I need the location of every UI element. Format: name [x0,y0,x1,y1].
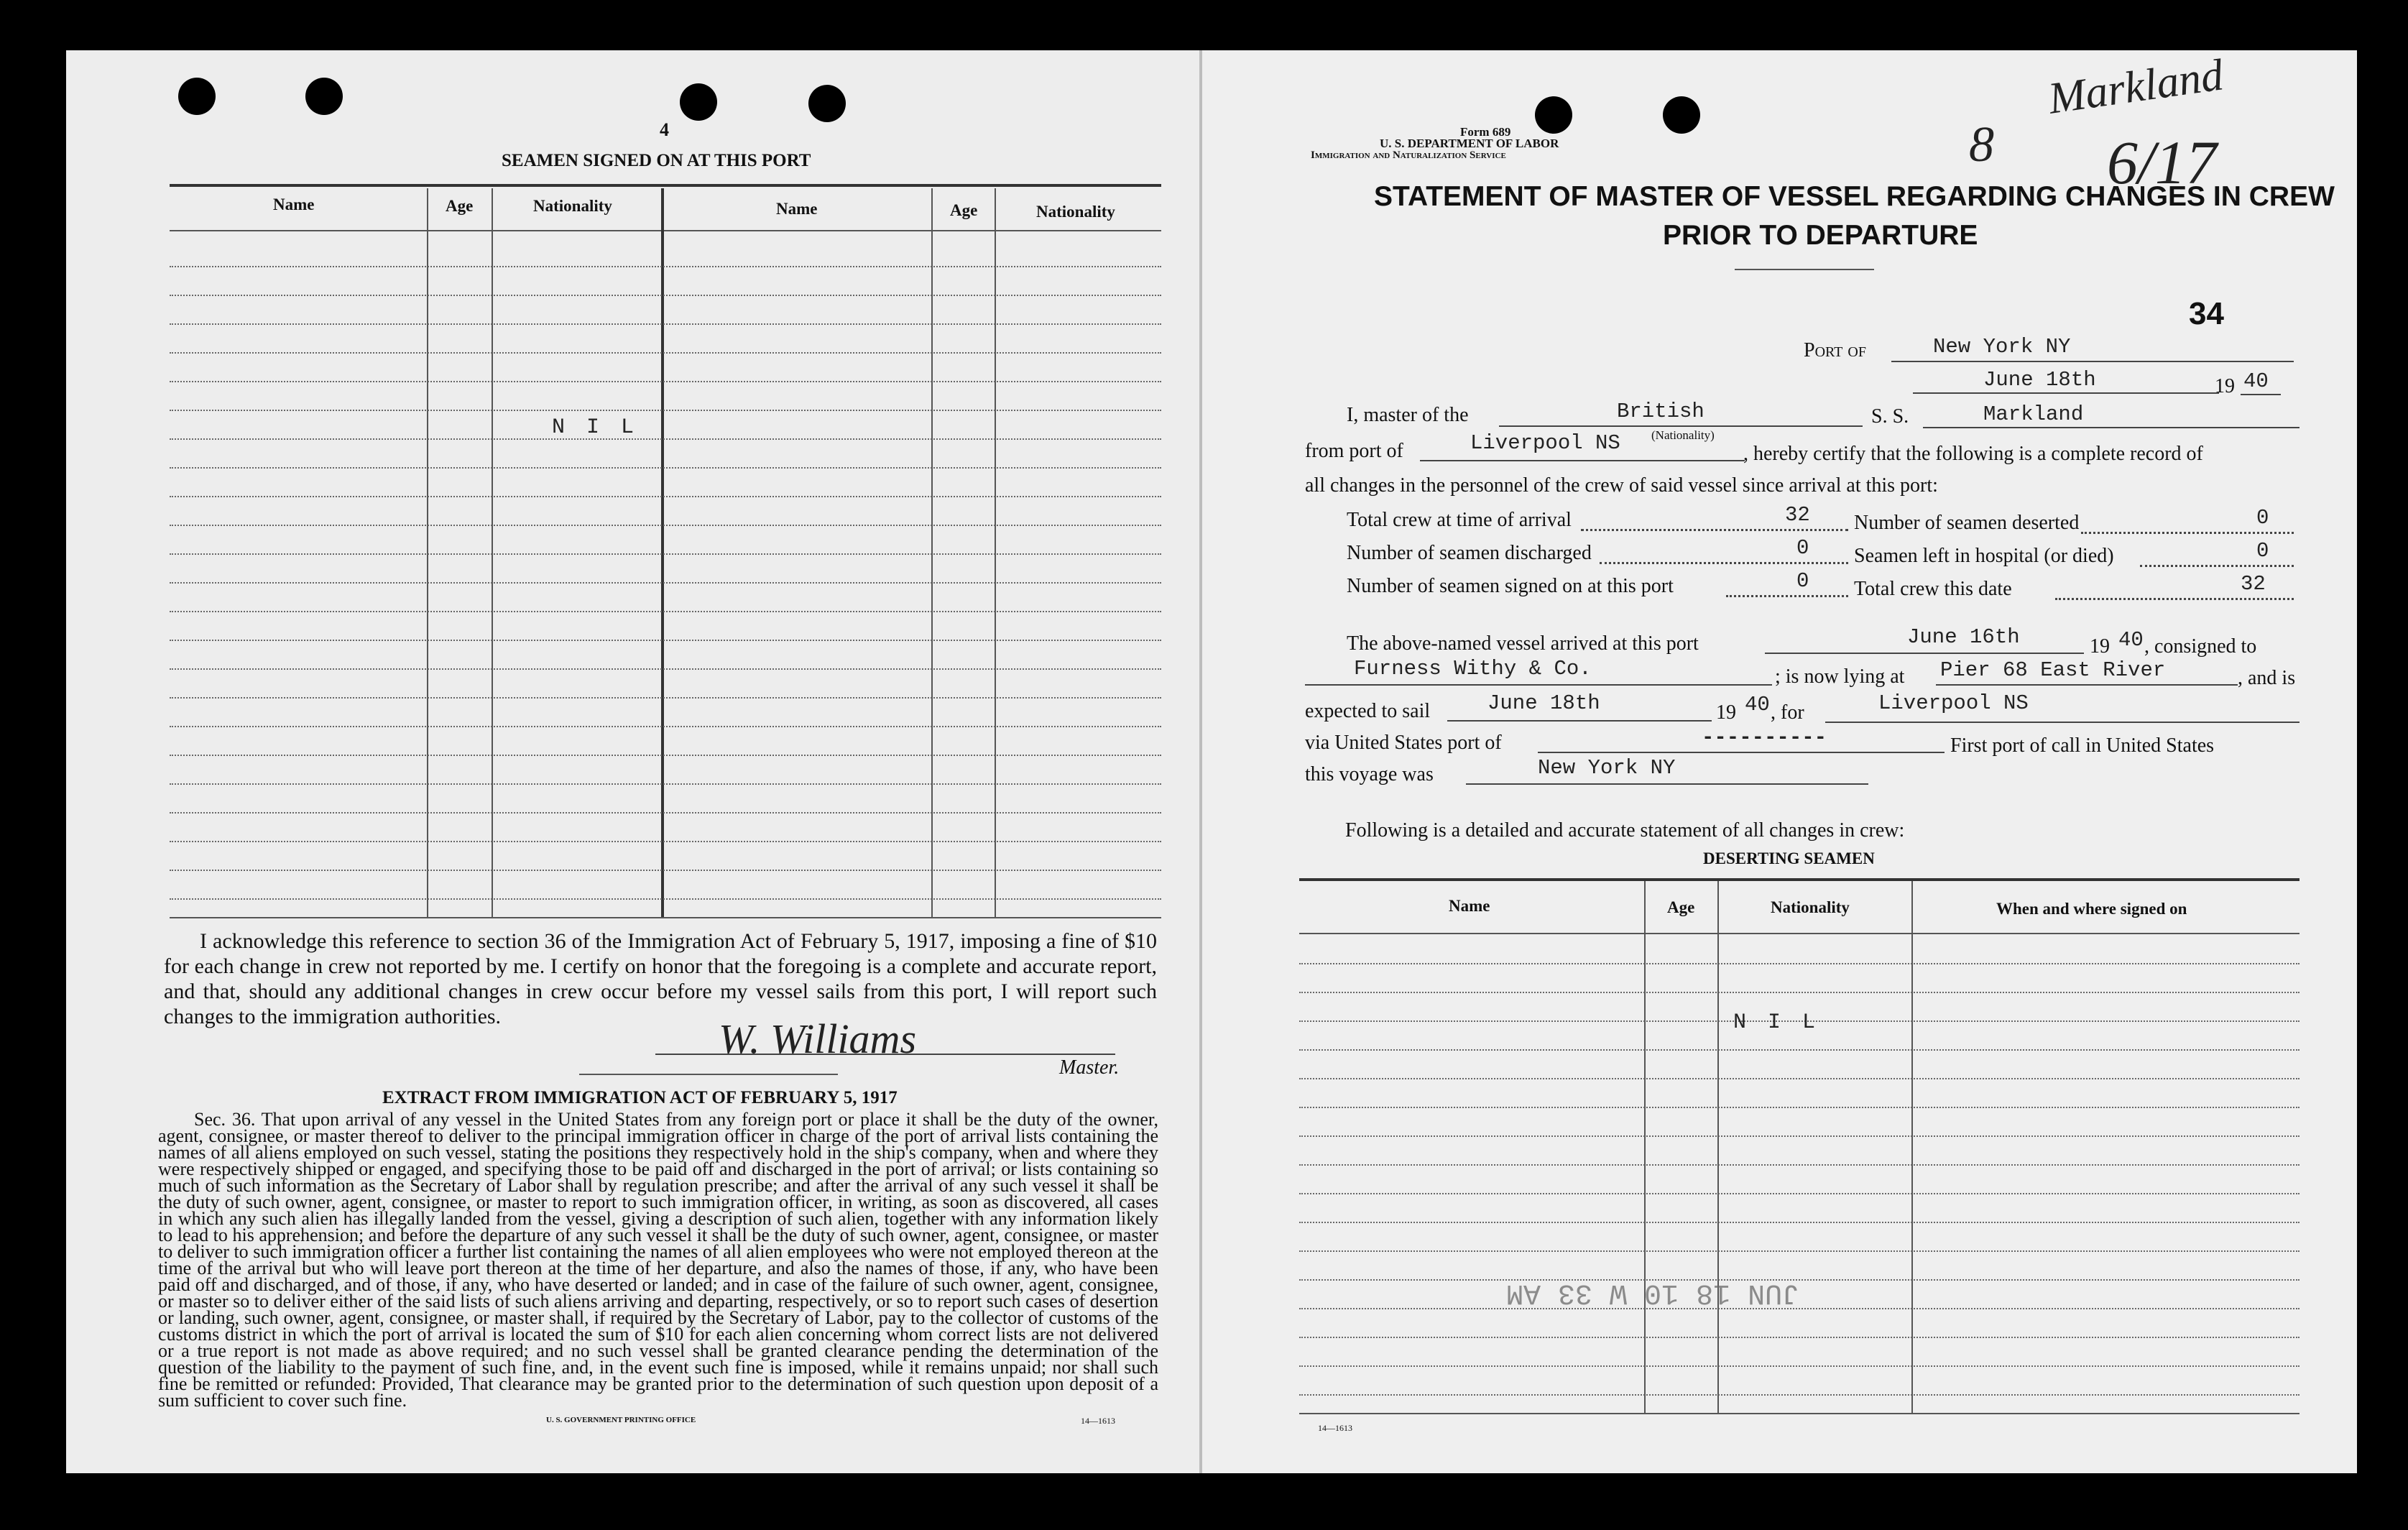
table-top-rule [1299,878,2299,881]
signature-line [655,1054,1115,1055]
table-row-line [170,668,1161,670]
acknowledgement-text: I acknowledge this reference to section 36 of the Immigration Act of February 5, 1917, imposing a fine of $10 for each change in crew not reported by me. I certify on honor that the foregoing is a complete and accurate report, and that, should any additional changes in crew occur before my vessel sails from this port, I will report such changes to the immigration authorities. [164,929,1157,1028]
table-column-divider [1911,881,1913,1413]
master-of-label: I, master of the [1347,404,1469,426]
table-row-line [170,726,1161,727]
title-underline [1735,269,1874,270]
expected-line [1447,720,1712,722]
table-row-line [1299,1049,2299,1051]
table-column-divider [995,188,996,917]
document-title: STATEMENT OF MASTER OF VESSEL REGARDING CHANGES IN CREW [1374,181,2335,212]
table-row-line [170,438,1161,440]
table-row-line [1299,1078,2299,1079]
discharged-value: 0 [1796,536,1809,560]
via-label: via United States port of [1305,732,1502,754]
arrived-year-suffix: 40 [2118,628,2144,652]
table-row-line [1299,1107,2299,1108]
table-row-line [1299,963,2299,964]
master-signature: W. Williams [719,1015,917,1062]
voyage-label: this voyage was [1305,763,1434,785]
punch-hole [1663,96,1700,134]
port-line [1891,361,2294,362]
table-row-line [170,755,1161,756]
page-number: 34 [2189,296,2224,331]
table-row-line [1299,992,2299,993]
table-title: DESERTING SEAMEN [1703,849,1875,867]
handwritten-mark: 6/17 [2107,128,2217,197]
for-label: , for [1771,701,1804,724]
table-row-line [170,352,1161,354]
ship-value: Markland [1983,402,2084,426]
document-subtitle: PRIOR TO DEPARTURE [1663,220,1978,251]
deserted-label: Number of seamen deserted [1854,512,2080,534]
punch-hole [808,85,846,122]
table-row-line [170,898,1161,900]
signed-on-value: 0 [1796,569,1809,593]
via-line [1538,752,1945,753]
table-title: SEAMEN SIGNED ON AT THIS PORT [502,151,811,170]
separator-rule [579,1074,838,1075]
table-row-line [170,553,1161,555]
voyage-line [1466,783,1868,785]
table-column-divider [492,188,493,917]
punch-hole [680,83,717,121]
leader-dots [2081,532,2294,534]
nil-entry: N I L [552,415,639,440]
table-column-divider [931,188,933,917]
leader-dots [2140,565,2294,567]
following-text: Following is a detailed and accurate statement of all changes in crew: [1345,819,1905,842]
consignee-line [1305,684,1772,686]
punch-hole [1535,96,1572,134]
master-label: Master. [1059,1056,1120,1079]
consigned-label: , consigned to [2144,635,2257,658]
extract-title: EXTRACT FROM IMMIGRATION ACT OF FEBRUARY 5, 1917 [382,1088,898,1107]
table-row-line [170,467,1161,469]
table-row-line [1299,1337,2299,1338]
date-line [1913,392,2219,394]
voyage-value: New York NY [1538,756,1676,780]
column-header: Nationality [1036,203,1115,221]
department: U. S. DEPARTMENT OF LABOR [1380,137,1559,150]
punch-hole [178,78,216,115]
year-prefix: 19 [2215,375,2235,397]
column-header: Name [776,200,818,218]
table-bottom-rule [170,917,1161,918]
table-row-line [170,841,1161,842]
lying-line [1936,684,2238,686]
table-row-line [1299,1250,2299,1252]
first-port-label: First port of call in United States [1950,734,2215,757]
nationality-line [1499,425,1863,427]
arrived-line [1765,653,2084,654]
lying-value: Pier 68 East River [1940,658,2166,682]
table-row-line [170,410,1161,411]
nil-entry: N I L [1733,1010,1820,1035]
leader-dots [1600,562,1848,564]
right-page [1201,50,2357,1473]
table-column-divider [661,188,664,917]
table-row-line [1299,1394,2299,1396]
year-line [2241,394,2281,395]
via-value: ---------- [1702,726,1827,750]
table-row-line [1299,1222,2299,1223]
column-header: Nationality [533,197,612,215]
arrived-label: The above-named vessel arrived at this port [1347,632,1699,655]
port-value: New York NY [1933,335,2071,359]
from-port-line [1420,460,1745,461]
table-row-line [170,295,1161,296]
port-label: Port of [1804,339,1866,361]
column-header: When and where signed on [1996,900,2187,918]
table-row-line [170,870,1161,871]
nationality-caption: (Nationality) [1651,428,1715,442]
column-header: Age [1667,898,1695,916]
mirrored-stamp: JUN 18 10 W 33 AM [1506,1276,1800,1309]
discharged-label: Number of seamen discharged [1347,542,1592,564]
page-fold [1199,50,1202,1473]
table-row-line [170,266,1161,267]
column-header: Name [273,195,315,213]
table-bottom-rule [1299,1413,2299,1414]
table-row-line [170,611,1161,612]
arrived-value: June 16th [1907,625,2020,649]
column-header: Age [950,201,978,219]
signed-on-label: Number of seamen signed on at this port [1347,575,1674,597]
table-row-line [170,640,1161,641]
column-header: Nationality [1771,898,1850,916]
table-row-line [170,697,1161,699]
total-crew-arrival-value: 32 [1785,503,1810,527]
total-crew-date-label: Total crew this date [1854,578,2012,600]
leader-dots [1726,595,1848,597]
punch-hole [305,78,343,115]
hospital-value: 0 [2256,539,2269,563]
table-row-line [1299,1164,2299,1166]
nationality-value: British [1617,400,1704,423]
expected-label: expected to sail [1305,700,1431,722]
table-column-divider [1717,881,1719,1413]
extract-text: Sec. 36. That upon arrival of any vessel in the United States from any foreign port or place it shall be the duty of the owner, agent, consignee, or master thereof to deliver to the principal immigration officer in charge of the port of arrival lists containing the names of all aliens employed on such vessel, stating the positions they respectively hold in the ship's company, when and where they were respectively shipped or engaged, and specifying those to be paid off and discharged in the port of arrival; or lists containing so much of such information as the Secretary of Labor shall by regulation prescribe; and after the arrival of any such vessel it shall be the duty of such owner, agent, consignee, or master to report to such immigration officer, in writing, as soon as discovered, all cases in which any such alien has illegally landed from the vessel, giving a description of such alien, together with any information likely to lead to his apprehension; and before the departure of any such vessel it shall be the duty of such owner, agent, consignee, or master to deliver to such immigration officer a further list containing the names of all alien employees who were not employed thereon at the time of the arrival but who will leave port thereon at the time of her departure, and also the names of those, if any, who have been paid off and discharged, and of those, if any, who have deserted or landed; and in case of the failure of such owner, agent, consignee, or master so to deliver either of the said lists of such aliens arriving and departing, respectively, or so to report such cases of desertion or landing, such owner, agent, consignee, or master shall, if required by the Secretary of Labor, pay to the collector of customs of the customs district in which the port of arrival is located the sum of $10 for each alien concerning whom correct lists are not delivered or a true report is not made as above required; and no such vessel shall be granted clearance pending the determination of the question of the liability to the payment of such fine, and, in the event such fine is imposed, while it remains unpaid; nor shall such fine be remitted or refunded: Provided, That clearance may be granted prior to the determination of such question upon deposit of a sum sufficient to cover such fine. [158,1109,1158,1411]
total-crew-arrival-label: Total crew at time of arrival [1347,509,1572,531]
consignee-value: Furness Withy & Co. [1354,657,1592,681]
table-row-line [1299,1193,2299,1194]
table-row-line [170,582,1161,584]
expected-value: June 18th [1487,691,1600,715]
date-value: June 18th [1983,368,2096,392]
year-suffix: 40 [2243,369,2269,393]
service: Immigration and Naturalization Service [1311,149,1506,161]
table-header-rule [170,230,1161,231]
leader-dots [1581,529,1848,531]
table-column-divider [1644,881,1646,1413]
certify-text: , hereby certify that the following is a complete record of [1743,443,2203,465]
leader-dots [2055,598,2294,600]
column-header: Name [1449,897,1490,915]
changes-text: all changes in the personnel of the crew of said vessel since arrival at this port: [1305,474,1938,497]
for-value: Liverpool NS [1878,691,2029,715]
total-crew-date-value: 32 [2241,572,2266,596]
handwritten-8: 8 [1969,117,1994,172]
arrived-year-prefix: 19 [2090,635,2110,658]
expected-year-prefix: 19 [1716,701,1736,724]
handwritten-ship-name: Markland [2045,50,2227,124]
table-row-line [170,525,1161,526]
lying-label: ; is now lying at [1775,665,1905,688]
table-row-line [170,812,1161,814]
expected-year-suffix: 40 [1745,693,1770,716]
ship-line [1923,427,2299,428]
table-header-rule [1299,933,2299,934]
form-number: Form 689 [1460,125,1511,139]
table-top-rule [170,184,1161,187]
form-code: 14—1613 [1318,1423,1352,1433]
from-port-value: Liverpool NS [1470,431,1620,455]
column-header: Age [446,197,474,215]
ss-label: S. S. [1871,405,1909,428]
and-is-label: , and is [2238,667,2296,689]
table-row-line [1299,1365,2299,1367]
page-number: 4 [660,119,669,140]
table-row-line [170,496,1161,497]
table-column-divider [427,188,428,917]
from-port-label: from port of [1305,440,1403,462]
table-row-line [170,381,1161,382]
form-code: 14—1613 [1081,1416,1115,1426]
table-row-line [1299,1135,2299,1137]
for-line [1825,722,2299,723]
table-row-line [170,323,1161,325]
deserted-value: 0 [2256,506,2269,530]
hospital-label: Seamen left in hospital (or died) [1854,545,2114,567]
table-row-line [170,783,1161,785]
printing-office: U. S. GOVERNMENT PRINTING OFFICE [546,1416,696,1424]
